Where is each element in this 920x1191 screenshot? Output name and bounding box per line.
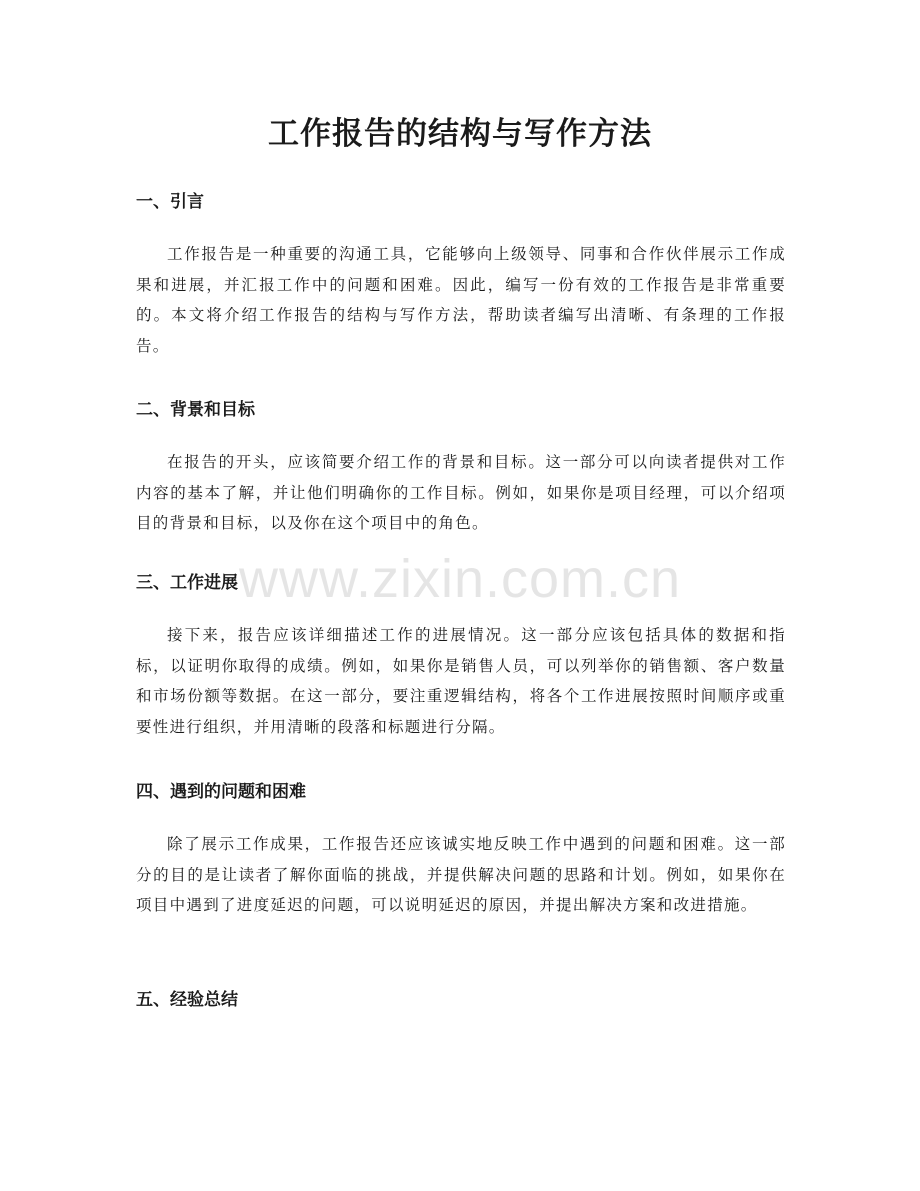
section-heading: 二、背景和目标 bbox=[136, 400, 255, 420]
document-title: 工作报告的结构与写作方法 bbox=[268, 116, 652, 152]
section-progress bbox=[136, 571, 786, 742]
section-heading: 一、引言 bbox=[136, 192, 204, 212]
section-summary bbox=[136, 988, 786, 1012]
section-paragraph: 在报告的开头，应该简要介绍工作的背景和目标。这一部分可以向读者提供对工作内容的基本了解，并让他们明确你的工作目标。例如，如果你是项目经理，可以介绍项目的背景和目标，以及你在这个项目中的角色。 bbox=[136, 453, 786, 532]
section-paragraph: 接下来，报告应该详细描述工作的进展情况。这一部分应该包括具体的数据和指标，以证明你取得的成绩。例如，如果你是销售人员，可以列举你的销售额、客户数量和市场份额等数据。在这一部分，要注重逻辑结构，将各个工作进展按照时间顺序或重要性进行组织，并用清晰的段落和标题进行分隔。 bbox=[136, 626, 786, 736]
section-paragraph: 除了展示工作成果，工作报告还应该诚实地反映工作中遇到的问题和困难。这一部分的目的是让读者了解你面临的挑战，并提供解决问题的思路和计划。例如，如果你在项目中遇到了进度延迟的问题，可以说明延迟的原因，并提出解决方案和改进措施。 bbox=[136, 835, 786, 914]
section-background bbox=[136, 398, 786, 539]
section-heading: 五、经验总结 bbox=[136, 990, 238, 1010]
section-heading: 三、工作进展 bbox=[136, 573, 238, 593]
section-heading: 四、遇到的问题和困难 bbox=[136, 782, 306, 802]
section-paragraph: 工作报告是一种重要的沟通工具，它能够向上级领导、同事和合作伙伴展示工作成果和进展，并汇报工作中的问题和困难。因此，编写一份有效的工作报告是非常重要的。本文将介绍工作报告的结构与写作方法，帮助读者编写出清晰、有条理的工作报告。 bbox=[136, 245, 786, 355]
section-intro bbox=[136, 190, 786, 361]
watermark: www.zixin.com.cn bbox=[238, 549, 682, 609]
section-problems bbox=[136, 780, 786, 921]
